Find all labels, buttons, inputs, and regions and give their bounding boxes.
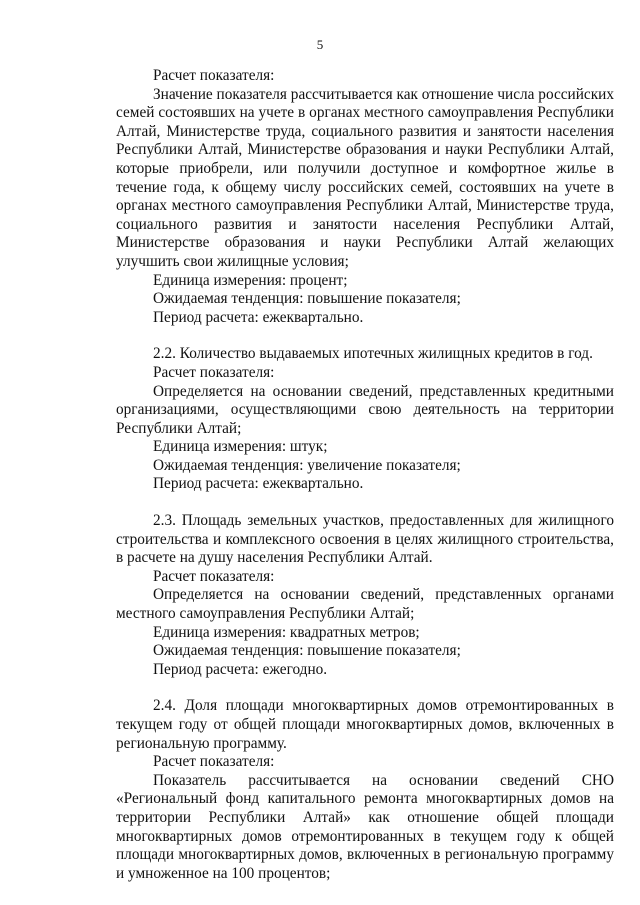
paragraph: Значение показателя рассчитывается как отношение числа российских семей состоявших на учете в органах местного самоуправления Республики Алтай, Министерстве труда, социального развития и занятости населения Республики Алтай, Министерстве образования и науки Республики Алтай, которые приобрели, или получили доступное и комфортное жилье в течение года, к общему числу российских семей, состоявших на учете в органах местного самоуправления Республики Алтай, Министерстве труда, социального развития и занятости населения Республики Алтай, Министерстве образования и науки Республики Алтай желающих улучшить свои жилищные условия; — [116, 85, 614, 270]
paragraph: Период расчета: ежегодно. — [153, 660, 328, 678]
paragraph: 2.3. Площадь земельных участков, предоставленных для жилищного строительства и комплексного освоения в целях жилищного строительства, в расчете на душу населения Республики Алтай. — [116, 512, 614, 567]
paragraph: Единица измерения: процент; — [153, 271, 348, 289]
page-number: 5 — [316, 37, 324, 52]
paragraph: Расчет показателя: — [153, 67, 275, 84]
paragraph: Показатель рассчитывается на основании сведений СНО «Региональный фонд капитального ремонта многоквартирных домов на территории Республики Алтай» как отношение общей площади многоквартирных домов отремонтированных в текущем году к общей площади многоквартирных домов, включенных в региональную программу и умноженное на 100 процентов; — [116, 771, 614, 882]
paragraph: Ожидаемая тенденция: увеличение показателя; — [153, 456, 461, 474]
paragraph-gap — [116, 679, 614, 697]
paragraph: Единица измерения: штук; — [153, 438, 328, 456]
paragraph: Ожидаемая тенденция: повышение показателя; — [153, 642, 461, 660]
paragraph: Определяется на основании сведений, представленных органами местного самоуправления Республики Алтай; — [116, 586, 614, 623]
paragraph: Расчет показателя: — [153, 363, 275, 381]
paragraph-gap — [116, 327, 614, 345]
paragraph: Расчет показателя: — [153, 753, 275, 771]
paragraph: Единица измерения: квадратных метров; — [153, 623, 420, 641]
paragraph: Ожидаемая тенденция: повышение показателя; — [153, 290, 461, 308]
paragraph: Определяется на основании сведений, представленных кредитными организациями, осуществляющими свою деятельность на территории Республики Алтай; — [116, 382, 614, 437]
paragraph-gap — [116, 494, 614, 512]
paragraph: Расчет показателя: — [153, 567, 275, 585]
paragraph: 2.2. Количество выдаваемых ипотечных жилищных кредитов в год. — [153, 345, 593, 363]
paragraph: 2.4. Доля площади многоквартирных домов отремонтированных в текущем году от общей площади многоквартирных домов, включенных в региональную программу. — [116, 697, 614, 752]
paragraph: Период расчета: ежеквартально. — [153, 475, 364, 493]
document-body — [116, 67, 614, 883]
paragraph: Период расчета: ежеквартально. — [153, 308, 364, 326]
